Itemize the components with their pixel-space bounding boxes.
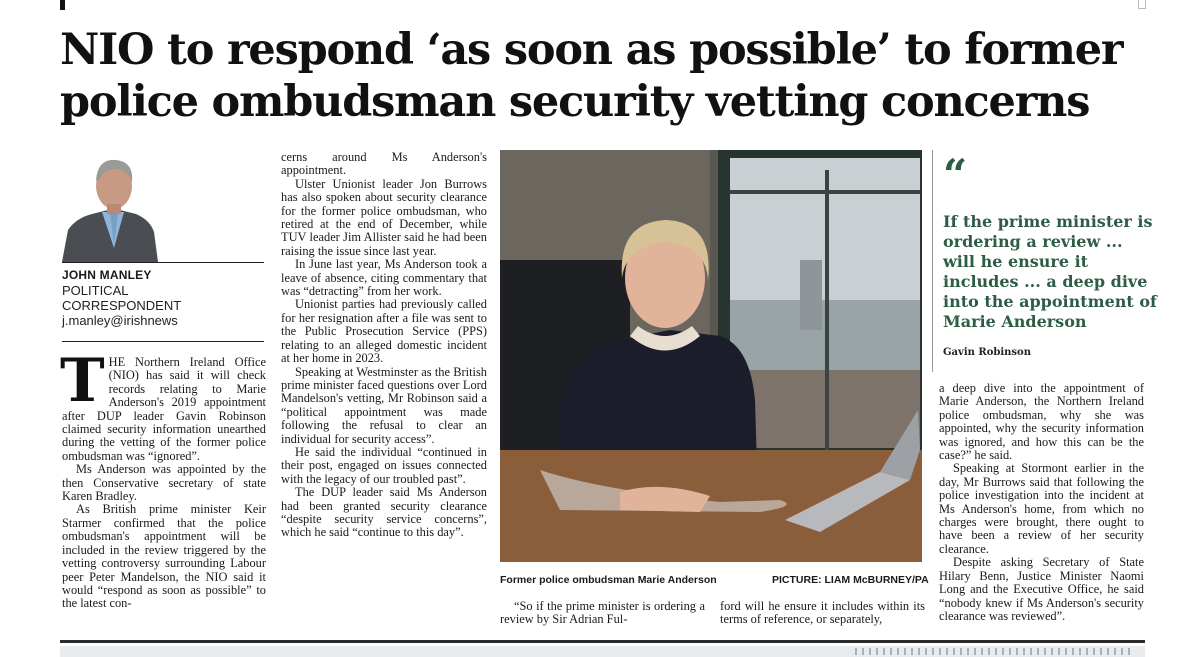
author-role-line1: POLITICAL <box>62 283 129 298</box>
article-column-4 <box>720 600 925 627</box>
paragraph: Speaking at Stormont earlier in the day, Mr Burrows said that following the police investigation into the incident at Ms Anderson's home, from which no charges were brought, there ought to have been a review of her security clearance. <box>939 461 1144 556</box>
bottom-rule <box>60 640 1145 643</box>
paragraph: Ms Anderson was appointed by the then Conservative secretary of state Karen Bradley. <box>62 462 266 504</box>
paragraph: “So if the prime minister is ordering a review by Sir Adrian Ful- <box>500 599 705 627</box>
paragraph: ford will he ensure it includes within its terms of reference, or separately, <box>720 599 925 627</box>
author-photo <box>62 152 264 262</box>
article-column-1 <box>60 346 266 611</box>
main-photo <box>500 150 922 562</box>
paragraph: Unionist parties had previously called for her resignation after a file was sent to the Public Prosecution Service (PPS) relating to an alleged domestic incident at her home in 2023. <box>281 297 487 366</box>
pullquote-text: If the prime minister is ordering a review ... will he ensure it includes ... a deep dive into the appointment of Marie Anderson <box>943 212 1157 331</box>
article-column-5 <box>939 382 1144 623</box>
author-role <box>62 283 181 328</box>
paragraph: He said the individual “continued in their post, engaged on issues connected with the legacy of our troubled past”. <box>281 444 487 486</box>
photo-caption: Former police ombudsman Marie Anderson <box>500 574 717 586</box>
author-bottom-rule <box>62 341 264 342</box>
article-column-2 <box>281 151 487 540</box>
paragraph: Despite asking Secretary of State Hilary Benn, Justice Minister Naomi Long and the Executive Office, he said “nobody knew if Ms Anderson's security clearance was reviewed”. <box>939 555 1144 623</box>
bottom-hatch <box>855 648 1135 655</box>
quote-mark-icon: “ <box>943 150 968 199</box>
author-top-rule <box>62 262 264 263</box>
pullquote-attribution: Gavin Robinson <box>943 347 1031 358</box>
author-email[interactable]: j.manley@irishnews <box>62 313 178 328</box>
dropcap: T <box>60 346 105 416</box>
article-column-3 <box>500 600 705 627</box>
paragraph: The DUP leader said Ms Anderson had been granted security clearance “despite security service concerns”, which he said “continue to this day”. <box>281 485 487 540</box>
photo-credit: PICTURE: LIAM McBURNEY/PA <box>772 574 929 586</box>
lead-paragraph: THE Northern Ireland Office (NIO) has said it will check records relating to Marie Anderson's 2019 appointment after DUP leader Gavin Robinson claimed security information unearthed during the vetting of the former police ombudsman was “ignored”. <box>60 346 266 463</box>
top-margin-mark <box>60 0 65 10</box>
paragraph: Ulster Unionist leader Jon Burrows has also spoken about security clearance for the former police ombudsman, who retired at the end of December, while TUV leader Jim Allister said he had been raising the issue since last year. <box>281 176 487 258</box>
paragraph: Speaking at Westminster as the British prime minister faced questions over Lord Mandelson's vetting, Mr Robinson said a “political appointment was made following the refusal to clear an individual for security access”. <box>281 364 487 446</box>
paragraph: In June last year, Ms Anderson took a leave of absence, citing commentary that was “detracting” from her work. <box>281 257 487 299</box>
pullquote-rule <box>932 150 933 372</box>
paragraph: cerns around Ms Anderson's appointment. <box>281 150 487 178</box>
headline: NIO to respond ‘as soon as possible’ to former police ombudsman security vetting concerns <box>60 25 1123 127</box>
author-name: JOHN MANLEY <box>62 268 152 282</box>
paragraph: a deep dive into the appointment of Marie Anderson, the Northern Ireland police ombudsman, why she was appointed, why the security information was ignored, and how this can be the case?” he said. <box>939 381 1144 463</box>
paragraph: As British prime minister Keir Starmer confirmed that the police ombudsman's appointment will be included in the review triggered by the vetting controversy surrounding Labour peer Peter Mandelson, the NIO said it would “respond as soon as possible” to the latest con- <box>62 502 266 611</box>
author-role-line2: CORRESPONDENT <box>62 298 182 313</box>
top-corner-mark <box>1138 0 1146 9</box>
